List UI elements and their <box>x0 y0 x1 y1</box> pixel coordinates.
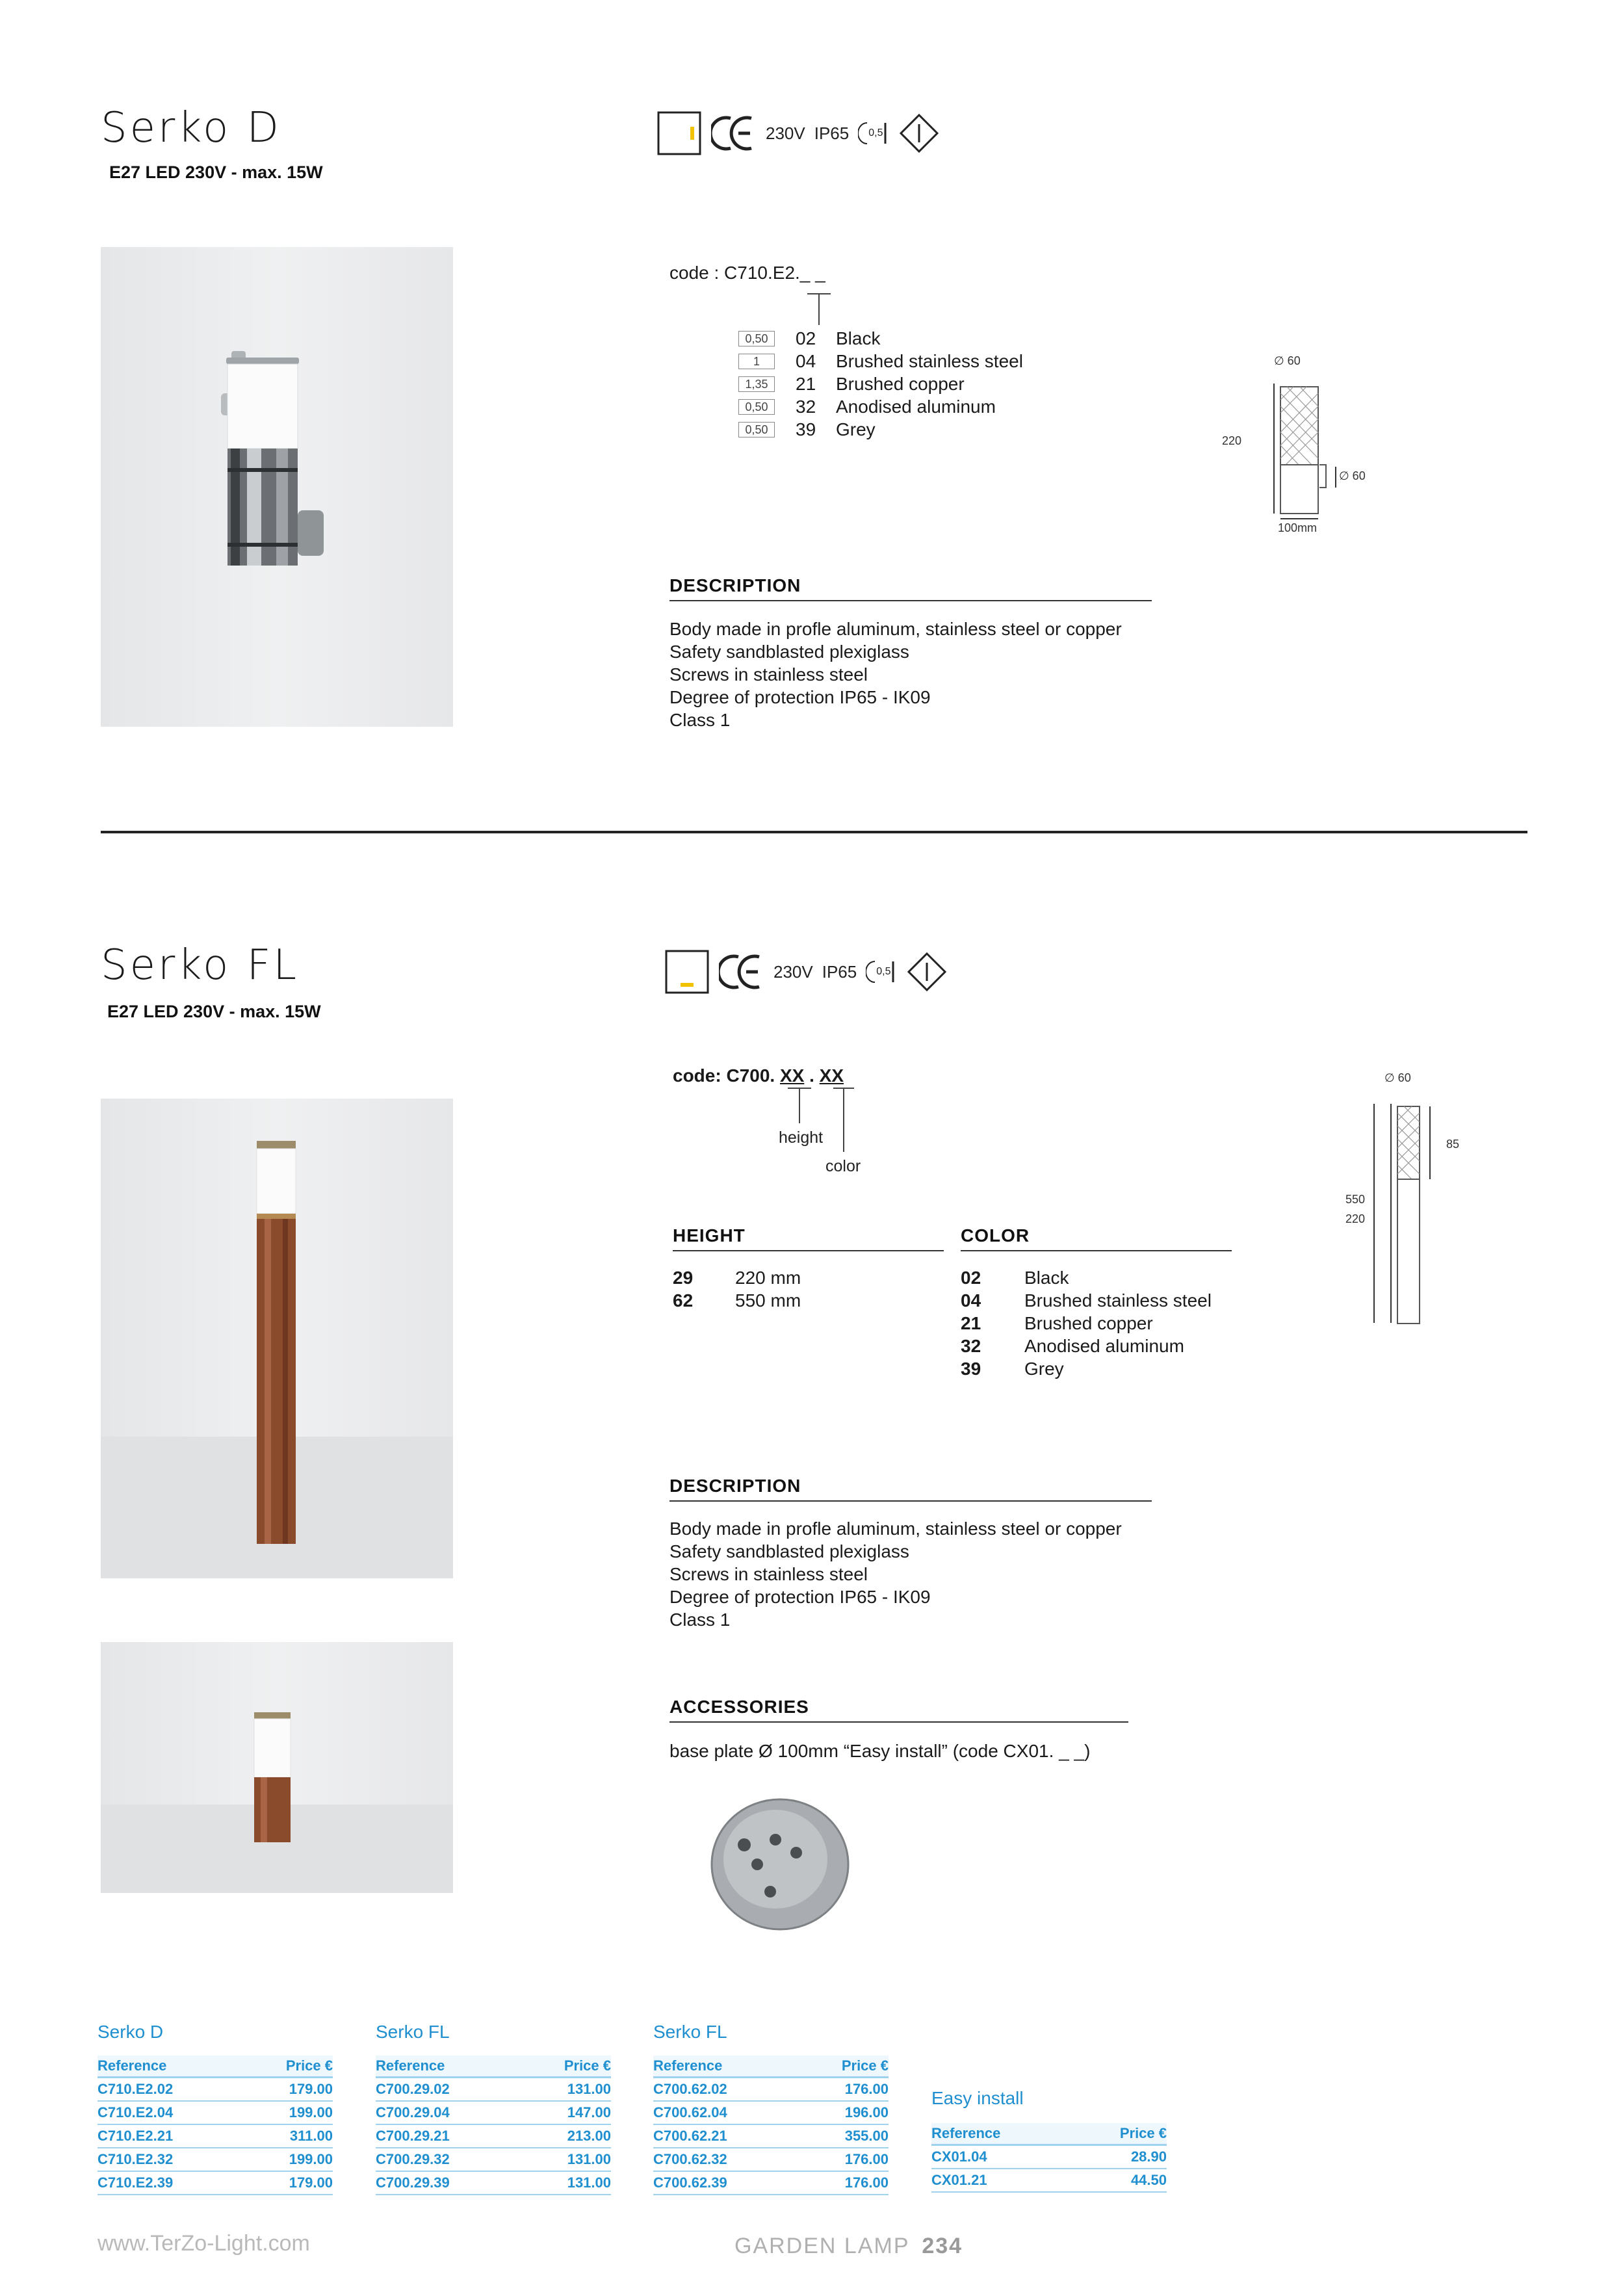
list-item: 62 550 mm <box>673 1290 801 1311</box>
price-table-serko-fl-29 <box>376 2022 611 2195</box>
table-row: C700.62.21 355.00 <box>653 2124 889 2148</box>
table-row: C700.29.04 147.00 <box>376 2101 611 2124</box>
code-pointer <box>806 293 832 326</box>
dim-height: 220 <box>1222 434 1242 447</box>
price-table-title: Serko FL <box>376 2022 450 2042</box>
table-row: CX01.21 44.50 <box>931 2169 1167 2192</box>
section-heading: DESCRIPTION <box>669 1476 1152 1502</box>
description-serko-d: Body made in profle aluminum, stainless steel or copper Safety sandblasted plexiglass Screws in stainless steel Degree of protection IP65 - IK09 Class 1 <box>669 619 1122 730</box>
description-serko-fl: Body made in profle aluminum, stainless steel or copper Safety sandblasted plexiglass Screws in stainless steel Degree of protection IP65 - IK09 Class 1 <box>669 1519 1122 1630</box>
product-code-serko-d: code : C710.E2._ _ <box>669 263 825 283</box>
price-table-serko-fl-62 <box>653 2022 889 2195</box>
distance-icon <box>866 959 897 985</box>
dim-width: 100mm <box>1278 521 1318 534</box>
class-one-icon <box>898 112 940 154</box>
product-photo-serko-d <box>101 247 453 727</box>
dim-height-550: 550 <box>1345 1193 1366 1206</box>
dim-height-220: 220 <box>1345 1212 1366 1225</box>
table-row: C710.E2.21 311.00 <box>97 2124 333 2148</box>
code-pointers <box>786 1087 858 1158</box>
voltage-label: 230V <box>773 961 813 982</box>
table-row: C700.29.02 131.00 <box>376 2078 611 2102</box>
list-item: 0,50 39 Grey <box>738 418 1023 441</box>
distance-value: 0,5 <box>868 127 883 138</box>
table-row: C710.E2.02 179.00 <box>97 2078 333 2102</box>
product-title-serko-fl: Serko FL <box>101 941 300 989</box>
price-table: Reference Price € C700.62.02 176.00 C700.62.04 196.00 C700.62.21 355.00 C700.62.32 176.00 C700.62.39 176.00 <box>653 2055 889 2195</box>
wall-lamp-image <box>101 247 453 727</box>
list-item: 1,35 21 Brushed copper <box>738 372 1023 395</box>
accessories-heading: ACCESSORIES <box>669 1697 1128 1723</box>
price-table-serko-d <box>97 2022 333 2195</box>
table-row: C700.29.32 131.00 <box>376 2148 611 2171</box>
table-row: CX01.04 28.90 <box>931 2145 1167 2169</box>
dim-diameter: ∅ 60 <box>1274 354 1301 367</box>
ip-rating-label: IP65 <box>814 123 850 143</box>
list-item: 29 220 mm <box>673 1268 801 1288</box>
price-table-title: Serko FL <box>653 2022 727 2042</box>
color-list-serko-fl <box>961 1266 1212 1380</box>
product-photo-serko-fl-220 <box>101 1642 453 1893</box>
product-subtitle-serko-fl: E27 LED 230V - max. 15W <box>107 1002 321 1021</box>
price-table-title: Serko D <box>97 2022 164 2042</box>
dimension-drawing-serko-fl <box>1332 1066 1475 1339</box>
price-table-title: Easy install <box>931 2088 1024 2108</box>
table-row: C700.29.21 213.00 <box>376 2124 611 2148</box>
table-row: C710.E2.32 199.00 <box>97 2148 333 2171</box>
table-row: C700.62.04 196.00 <box>653 2101 889 2124</box>
cert-icons-serko-fl <box>664 949 948 995</box>
list-item: 0,50 32 Anodised aluminum <box>738 395 1023 418</box>
cert-icons-serko-d <box>656 111 940 156</box>
code-height-label: height <box>779 1128 824 1147</box>
led-lamp-icon <box>664 949 710 995</box>
list-item: 21 Brushed copper <box>961 1313 1153 1333</box>
color-list-serko-d <box>738 327 1023 441</box>
bollard-tall-image <box>101 1099 453 1578</box>
color-heading: COLOR <box>961 1225 1232 1251</box>
finish-badge: 1,35 <box>738 376 775 392</box>
section-heading: DESCRIPTION <box>669 575 1152 601</box>
class-one-icon <box>906 951 948 993</box>
code-height-placeholder: XX <box>779 1065 805 1086</box>
table-row: C710.E2.39 179.00 <box>97 2171 333 2195</box>
ce-mark-icon <box>711 111 757 156</box>
height-list <box>673 1266 801 1312</box>
dimension-drawing-serko-d <box>1222 351 1378 546</box>
list-item: 02 Black <box>961 1268 1069 1288</box>
table-row: C700.62.02 176.00 <box>653 2078 889 2102</box>
finish-badge: 0,50 <box>738 399 775 415</box>
table-row: C710.E2.04 199.00 <box>97 2101 333 2124</box>
table-row: C700.62.39 176.00 <box>653 2171 889 2195</box>
price-table: Reference Price € C700.29.02 131.00 C700.29.04 147.00 C700.29.21 213.00 C700.29.32 131.00 C700.29.39 131.00 <box>376 2055 611 2195</box>
footer-website-link[interactable]: www.TerZo-Light.com <box>97 2231 310 2256</box>
accessories-text: base plate Ø 100mm “Easy install” (code CX01. _ _) <box>669 1741 1091 1761</box>
price-table: Reference Price € C710.E2.02 179.00 C710.E2.04 199.00 C710.E2.21 311.00 C710.E2.32 199.00 C710.E2.39 179.00 <box>97 2055 333 2195</box>
list-item: 1 04 Brushed stainless steel <box>738 350 1023 372</box>
dim-diameter: ∅ 60 <box>1384 1071 1411 1084</box>
table-row: C700.29.39 131.00 <box>376 2171 611 2195</box>
price-table: Reference Price € CX01.04 28.90 CX01.21 44.50 <box>931 2123 1167 2193</box>
finish-badge: 0,50 <box>738 422 775 437</box>
distance-icon <box>858 120 889 146</box>
dim-diameter-arm: ∅ 60 <box>1339 469 1366 482</box>
height-heading: HEIGHT <box>673 1225 944 1251</box>
ce-mark-icon <box>719 949 764 995</box>
drawing-lines <box>1222 351 1378 546</box>
product-code-serko-fl: code: C700. XX . XX <box>673 1065 844 1086</box>
list-item: 04 Brushed stainless steel <box>961 1290 1212 1311</box>
code-color-label: color <box>825 1157 861 1175</box>
table-row: C700.62.32 176.00 <box>653 2148 889 2171</box>
product-subtitle-serko-d: E27 LED 230V - max. 15W <box>109 163 323 182</box>
price-table-easy-install <box>931 2088 1167 2193</box>
led-lamp-icon <box>656 111 702 156</box>
list-item: 39 Grey <box>961 1359 1064 1379</box>
code-color-placeholder: XX <box>819 1065 844 1086</box>
dim-head-height: 85 <box>1446 1138 1460 1151</box>
distance-value: 0,5 <box>876 966 891 977</box>
page-number: 234 <box>922 2234 963 2258</box>
section-divider <box>101 831 1527 833</box>
voltage-label: 230V <box>766 123 805 143</box>
finish-badge: 1 <box>738 354 775 369</box>
base-plate-image <box>705 1794 855 1937</box>
bollard-short-image <box>101 1642 453 1893</box>
list-item: 32 Anodised aluminum <box>961 1336 1184 1356</box>
list-item: 0,50 02 Black <box>738 327 1023 350</box>
ip-rating-label: IP65 <box>822 961 857 982</box>
finish-badge: 0,50 <box>738 331 775 346</box>
product-photo-serko-fl-550 <box>101 1099 453 1578</box>
product-title-serko-d: Serko D <box>101 104 281 152</box>
footer-section: GARDEN LAMP 234 <box>734 2234 963 2258</box>
